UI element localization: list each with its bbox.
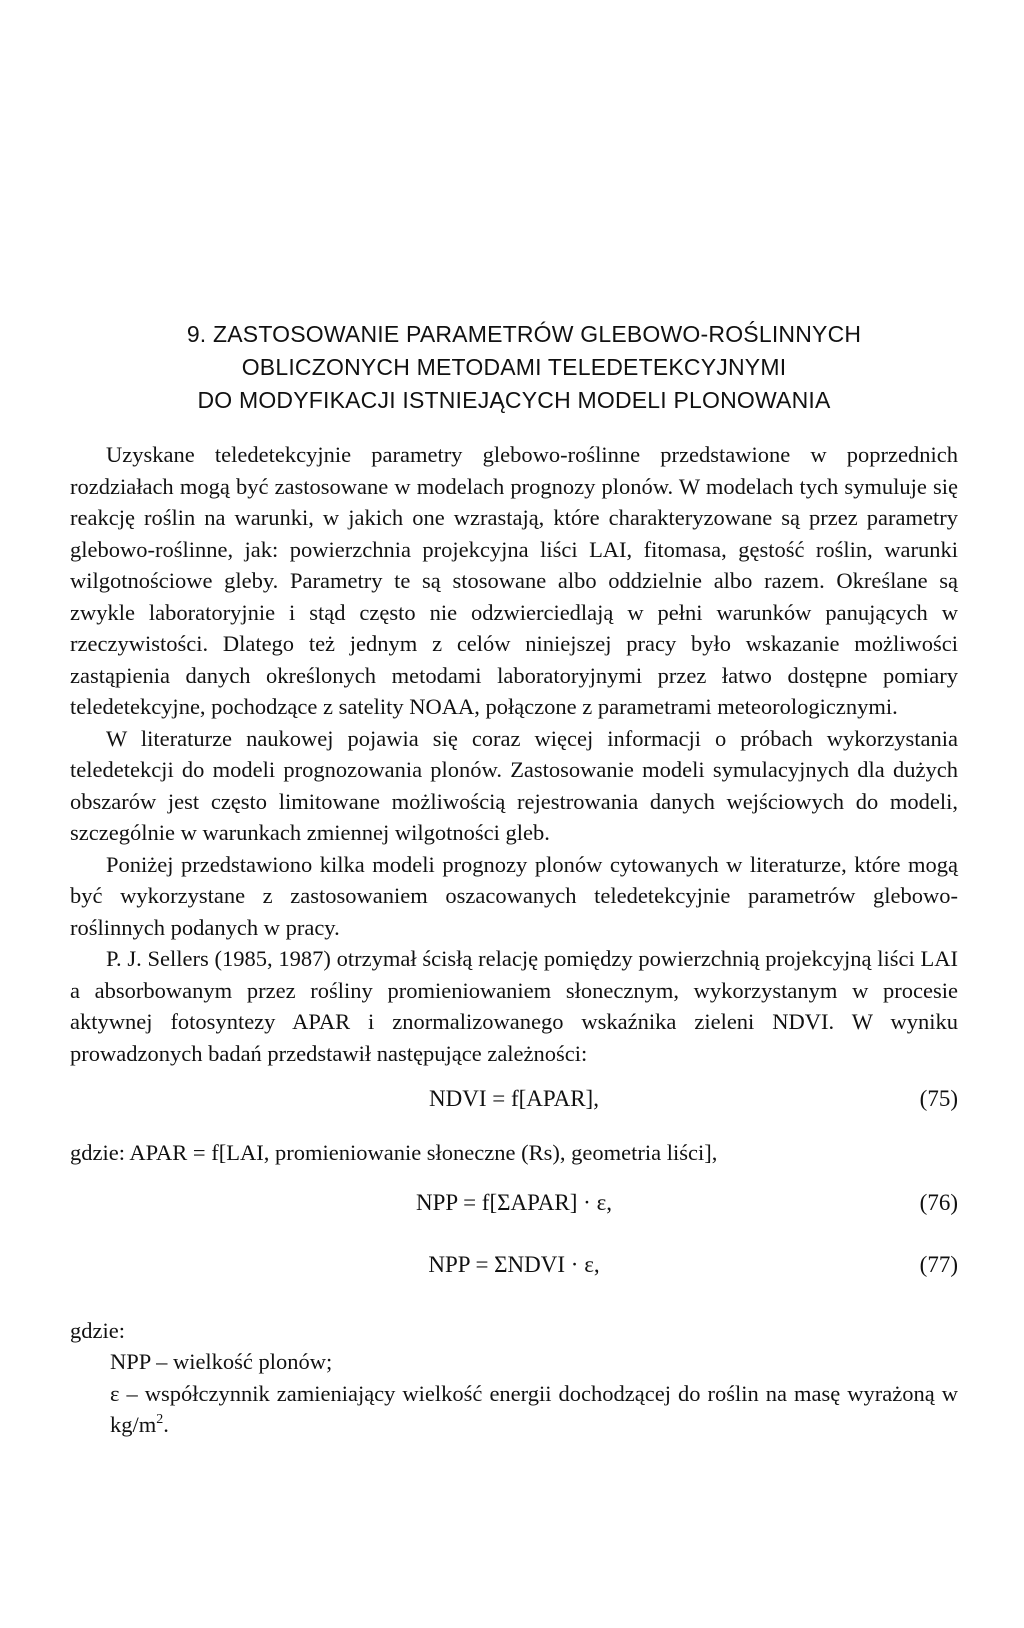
definition-epsilon [110, 1378, 958, 1441]
paragraph-3: Poniżej przedstawiono kilka modeli prognozy plonów cytowanych w literaturze, które mogą być wykorzystane z zastosowaniem oszacowanych teledetekcyjnie parametrów glebowo-roślinnych podanych w pracy. [70, 851, 958, 940]
definition-epsilon-text: ε – współczynnik zamieniający wielkość energii dochodzącej do roślin na masę wyrażoną w kg/m [110, 1380, 958, 1437]
heading-line-2: OBLICZONYCH METODAMI TELEDETEKCYJNYMI [241, 354, 787, 380]
equation-76-number: (76) [919, 1189, 958, 1215]
equation-75-number: (75) [919, 1086, 958, 1111]
definition-npp: NPP – wielkość plonów; [110, 1349, 333, 1374]
definitions-label: gdzie: [70, 1317, 125, 1343]
heading-line-1: 9. ZASTOSOWANIE PARAMETRÓW GLEBOWO-ROŚLINNYCH [186, 321, 862, 347]
equation-77-formula: NPP = ΣNDVI · ε, [428, 1251, 600, 1277]
equation-75-formula: NDVI = f[APAR], [429, 1086, 599, 1111]
paragraph-4: P. J. Sellers (1985, 1987) otrzymał ścisłą relację pomiędzy powierzchnią projekcyjną liści LAI a absorbowanym przez rośliny promieniowaniem słonecznym, wykorzystanym w procesie aktywnej fotosyntezy APAR i znormalizowanego wskaźnika zieleni NDVI. W wyniku prowadzonych badań przedstawił następujące zależności: [70, 946, 958, 1066]
definitions-list [70, 1346, 958, 1441]
equation-77-number: (77) [919, 1251, 958, 1277]
apar-definition: gdzie: APAR = f[LAI, promieniowanie słoneczne (Rs), geometria liści], [70, 1140, 718, 1165]
equation-77 [70, 1249, 958, 1281]
chapter-heading [70, 318, 958, 417]
definition-epsilon-superscript: 2 [156, 1412, 164, 1427]
document-page [70, 318, 958, 1441]
definition-epsilon-end: . [163, 1412, 169, 1437]
paragraph-1: Uzyskane teledetekcyjnie parametry glebowo-roślinne przedstawione w poprzednich rozdziałach mogą być zastosowane w modelach prognozy plonów. W modelach tych symuluje się reakcję roślin na warunki, w jakich one wzrastają, które charakteryzowane są przez parametry glebowo-roślinne, jak: powierzchnia projekcyjna liści LAI, fitomasa, gęstość roślin, warunki wilgotnościowe gleby. Parametry te są stosowane albo oddzielnie albo razem. Określane są zwykle laboratoryjnie i stąd często nie odzwierciedlają w pełni warunków panujących w rzeczywistości. Dlatego też jednym z celów niniejszej pracy było wskazanie możliwości zastąpienia danych określonych metodami laboratoryjnymi przez łatwo dostępne pomiary teledetekcyjne, pochodzące z satelity NOAA, połączone z parametrami meteorologicznymi. [70, 442, 958, 719]
equation-76-formula: NPP = f[ΣAPAR] · ε, [416, 1189, 612, 1215]
paragraph-2: W literaturze naukowej pojawia się coraz więcej informacji o próbach wykorzystania teledetekcji do modeli prognozowania plonów. Zastosowanie modeli symulacyjnych dla dużych obszarów jest często limitowane możliwością rejestrowania danych wejściowych do modeli, szczególnie w warunkach zmiennej wilgotności gleb. [70, 725, 958, 845]
equation-75 [70, 1083, 958, 1115]
heading-line-3: DO MODYFIKACJI ISTNIEJĄCYCH MODELI PLONOWANIA [197, 387, 831, 413]
equation-76 [70, 1187, 958, 1219]
